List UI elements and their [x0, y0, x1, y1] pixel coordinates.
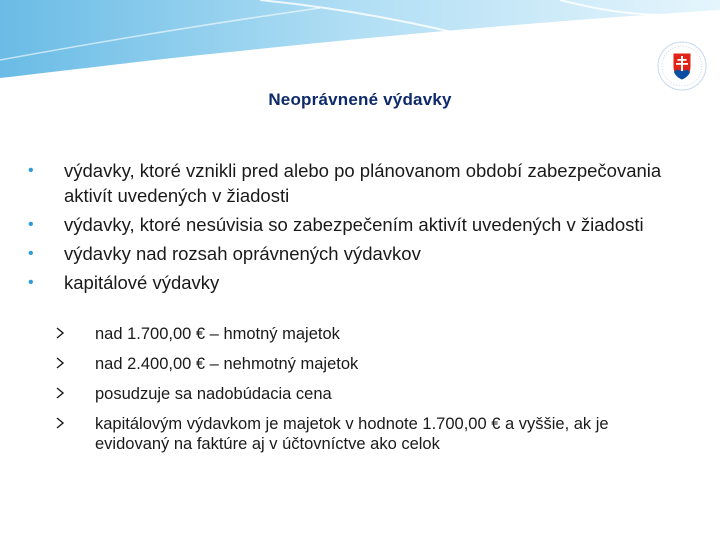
- chevron-right-icon: [55, 356, 67, 372]
- bullet-marker-icon: •: [28, 162, 34, 179]
- chevron-right-icon: [55, 416, 67, 432]
- bullet-item: [28, 241, 668, 266]
- sub-bullet-text: nad 2.400,00 € – nehmotný majetok: [95, 355, 359, 373]
- slide-title: Neoprávnené výdavky: [268, 90, 452, 109]
- bullet-item: [28, 158, 668, 208]
- bullet-item: [28, 270, 668, 295]
- chevron-right-icon: [55, 326, 67, 342]
- bullet-marker-icon: •: [28, 245, 34, 262]
- sub-bullet-item: [52, 354, 672, 374]
- sub-bullet-text: kapitálovým výdavkom je majetok v hodnote 1.700,00 € a vyššie, ak je evidovaný na faktúre aj v účtovníctve ako celok: [95, 415, 609, 453]
- bullet-text: výdavky nad rozsah oprávnených výdavkov: [64, 243, 421, 264]
- bullet-text: výdavky, ktoré vznikli pred alebo po plánovanom období zabezpečovania aktivít uvedených v žiadosti: [64, 160, 662, 206]
- bullet-marker-icon: •: [28, 274, 34, 291]
- bullet-text: kapitálové výdavky: [64, 272, 220, 293]
- chevron-right-icon: [55, 386, 67, 402]
- slovak-coat-of-arms-icon: [656, 40, 708, 92]
- sub-bullet-item: [52, 414, 672, 454]
- sub-bullet-item: [52, 324, 672, 344]
- header-wave-decoration: [0, 0, 720, 90]
- bullet-item: [28, 212, 668, 237]
- sub-bullet-text: nad 1.700,00 € – hmotný majetok: [95, 325, 340, 343]
- bullet-list: [28, 158, 668, 299]
- sub-bullet-list: [52, 324, 672, 454]
- bullet-text: výdavky, ktoré nesúvisia so zabezpečením aktivít uvedených v žiadosti: [64, 214, 644, 235]
- bullet-marker-icon: •: [28, 216, 34, 233]
- sub-bullet-text: posudzuje sa nadobúdacia cena: [95, 385, 332, 403]
- sub-bullet-item: [52, 384, 672, 404]
